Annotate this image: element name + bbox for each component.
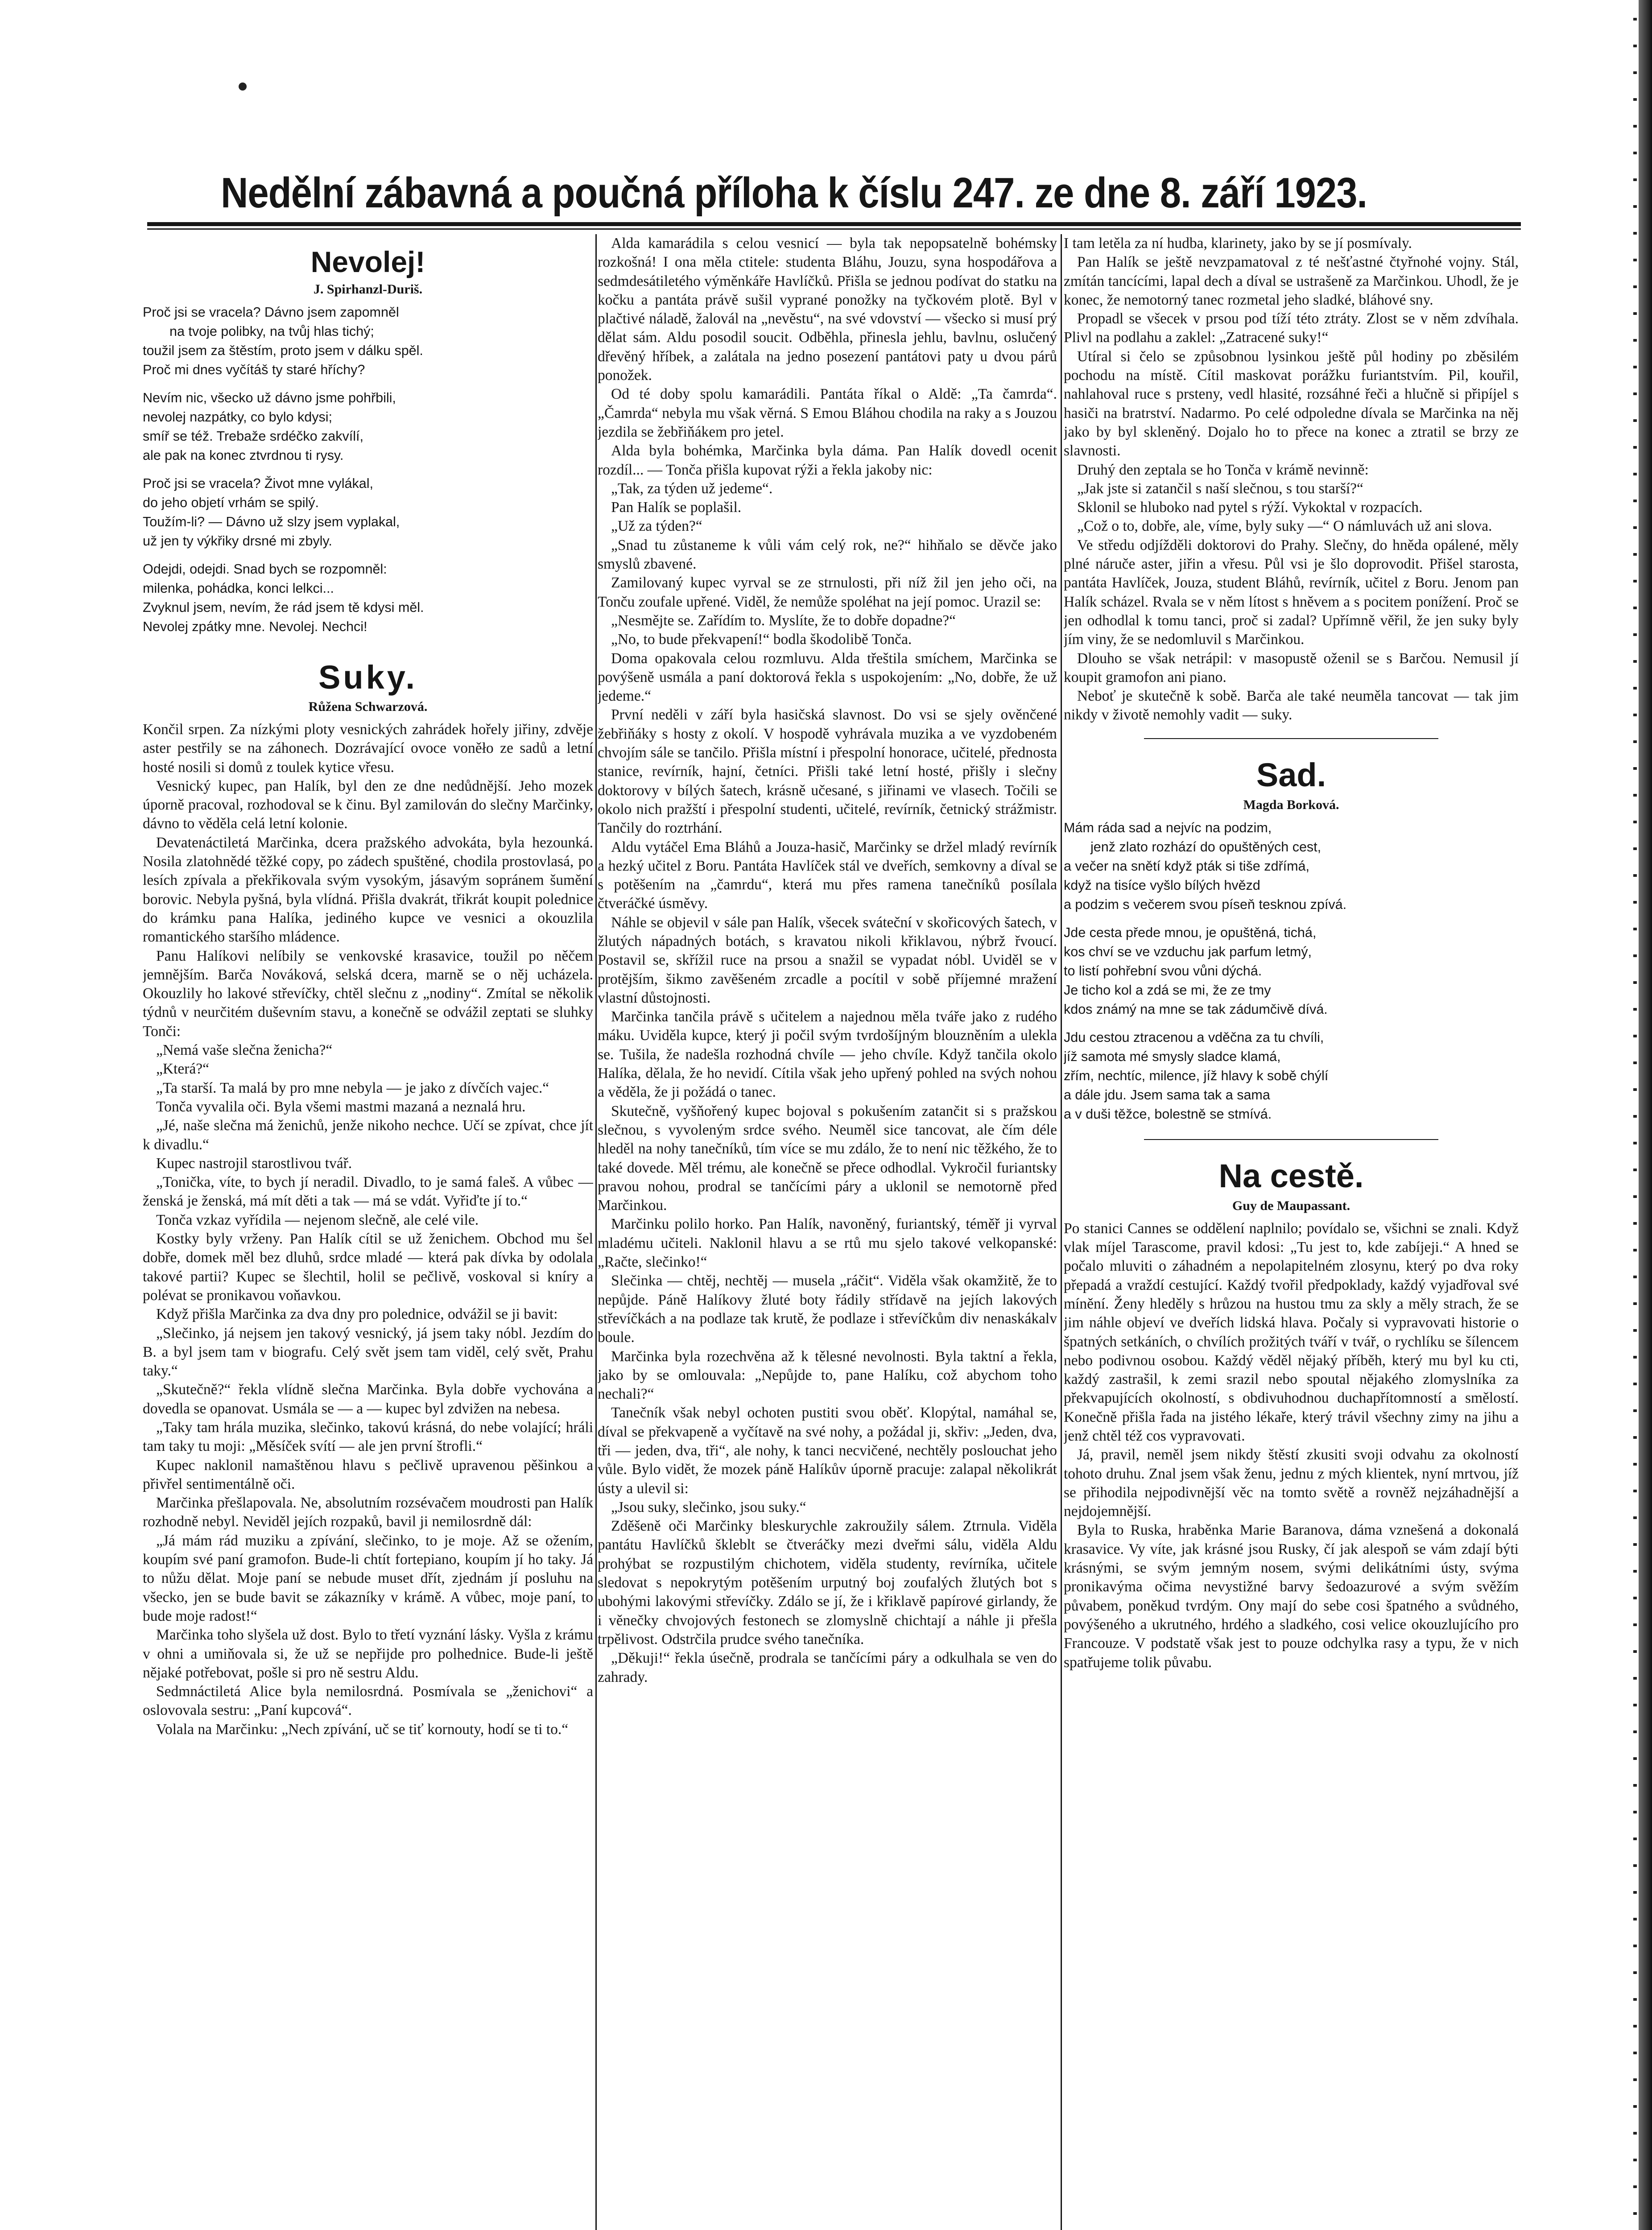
nevolej-author: J. Spirhanzl-Duriš. xyxy=(313,282,423,297)
paragraph: „Jak jste si zatančil s naší slečnou, s tou starší?“ xyxy=(1077,480,1363,497)
page-speck xyxy=(239,83,247,91)
poem-line: a dále jdu. Jsem sama tak a sama xyxy=(1064,1087,1270,1103)
paragraph: Marčinka toho slyšela už dost. Bylo to třetí vyznání lásky. Vyšla z krámu v ohni a umiňovala si, že už se nepřijde pro polhednice. Bude-li ještě nějaké potřebovat, pošle si pro ně sestru Aldu. xyxy=(143,1627,593,1681)
paragraph: Náhle se objevil v sále pan Halík, všecek sváteční v skořicových šatech, v žlutých nápadných botách, s kravatou nikoli křiklavou, nýbrž řvoucí. Postavil se, skřížil ruce na prsou a snažil se vypadat nóbl. Uviděl se v protějším, šikmo zavěšeném zrcadle a pocítil v sobě příjemné mražení vlastní důstojnosti. xyxy=(598,914,1057,1006)
paragraph: Já, pravil, neměl jsem nikdy štěstí zkusiti svoji odvahu za okolností tohoto druhu. Znal jsem však ženu, jednu z mých klientek, nyní mrtvou, jíž se přihodila nejpodivnější věc na tomto světě a rovněž nejzáhadnější a nejdojemnější. xyxy=(1064,1446,1519,1520)
poem-line: jenž zlato rozhází do opuštěných cest, xyxy=(1090,839,1322,855)
poem-line: Toužím-li? — Dávno už slzy jsem vyplakal, xyxy=(143,514,400,529)
paragraph: První neděli v září byla hasičská slavnost. Do vsi se sjely ověnčené žebřiňáky s hosty z okolí. V hospodě vyhrávala muzika a ve vyzdobeném chvojím sále se tančilo. Přišla místní i přespolní honorace, učitelé, přednosta stanice, revírník, hajní, četníci. Přišli také letní hosté, přišly i slečny doktorovy v bílých šatech, krásně učesané, s jiřinami ve vlasech. Točili se okolo nich pražští i přespolní studenti, učitelé, revírník, četnický strážmistr. Tančily do roztrhání. xyxy=(598,706,1057,837)
paragraph: Marčinku polilo horko. Pan Halík, navoněný, furiantský, téměř ji vyrval mladému učiteli. Naklonil hlavu a se rtů mu sjelo takové velkopanské: „Račte, slečinko!“ xyxy=(598,1216,1057,1271)
poem-line: nevolej nazpátky, co bylo kdysi; xyxy=(143,409,332,425)
nacete-author: Guy de Maupassant. xyxy=(1232,1198,1351,1213)
paragraph: Pan Halík se ještě nevzpamatoval z té nešťastné čtyřnohé vojny. Stál, zmítán tancícími, lapal dech a díval se ustrašeně za Marčinkou. Uhodl, že je konec, že nemotorný tanec rozmetal jeho sladké, bláhové sny. xyxy=(1064,254,1519,308)
paragraph: Volala na Marčinku: „Nech zpívání, uč se tiť kornouty, hodí se ti to.“ xyxy=(156,1721,569,1738)
paragraph: Sklonil se hluboko nad pytel s rýží. Vykoktal v rozpacích. xyxy=(1077,499,1423,516)
poem-line: Odejdi, odejdi. Snad bych se rozpomněl: xyxy=(143,562,387,577)
paragraph: Vesnický kupec, pan Halík, byl den ze dne nedůdnější. Jeho mozek úporně pracoval, rozhodoval se k činu. Byl zamilován do slečny Marčinky, dávno to věděla celá letní kolonie. xyxy=(143,777,593,832)
paragraph: Devatenáctiletá Marčinka, dcera pražského advokáta, byla hezounká. Nosila zlatohnědé těžké copy, po zádech spuštěné, chodila prostovlasá, po lesích zpívala a překřikovala svým vysokým, jásavým sopránem šumění borovic. Nebyla pyšná, byla vlídná. Přišla dvakrát, třikrát koupit polednice do krámku pana Halíka, jediného kupce ve vesnici a okouzlila romantického staršího mládence. xyxy=(143,834,593,946)
sad-poem xyxy=(1064,818,1519,1124)
poem-line: Proč jsi se vracela? Život mne vylákal, xyxy=(143,476,373,491)
paragraph: „Skutečně?“ řekla vlídně slečna Marčinka. Byla dobře vychována a dovedla se opanovat. Usmála se — a — kupec byl zdvižen na nebesa. xyxy=(143,1381,593,1417)
paragraph: „Což o to, dobře, ale, víme, byly suky —“ O námluvách už ani slova. xyxy=(1077,518,1492,535)
paragraph: „Už za týden?“ xyxy=(611,518,702,535)
paragraph: Ve středu odjížděli doktorovi do Prahy. Slečny, do hněda opálené, měly plné náruče aster, jiřin a vřesu. Půl vsi je šlo doprovodit. Přišel starosta, pantáta Havlíček, Jouza, student Bláhů, revírník, učitel z Boru. Jenom pan Halík scházel. Rvala se v něm lítost s hněvem a s pocitem ponížení. Proč se jen odhodlal k tomu tanci, proč si zadal? Upřímně věřil, že jen suky byly jím viny, že se nedomluvil s Marčinkou. xyxy=(1064,537,1519,648)
binding-holes xyxy=(1633,18,1637,2230)
sad-author: Magda Borková. xyxy=(1243,797,1339,812)
column-divider-1 xyxy=(595,234,597,2230)
suky-author: Růžena Schwarzová. xyxy=(308,699,428,714)
column-2 xyxy=(598,234,1057,2230)
paragraph: Druhý den zeptala se ho Tonča v krámě nevinně: xyxy=(1077,461,1369,478)
paragraph: Sedmnáctiletá Alice byla nemilosrdná. Posmívala se „ženichovi“ a oslovovala sestru: „Paní kupcová“. xyxy=(143,1683,593,1719)
paragraph: Aldu vytáčel Ema Bláhů a Jouza-hasič, Marčinky se držel mladý revírník a hezký učitel z Boru. Pantáta Havlíček stál ve dveřích, semkovny a díval se s potěšením na „čamrdu“, která mu přes ramena tanečníků posílala čtveráčké úsměvy. xyxy=(598,838,1057,912)
paragraph: Propadl se všecek v prsou pod tíží této ztráty. Zlost se v něm zdvíhala. Plivl na podlahu a zaklel: „Zatracené suky!“ xyxy=(1064,310,1519,346)
poem-line: Jde cesta přede mnou, je opuštěná, tichá, xyxy=(1064,925,1317,940)
paragraph: Zděšeně oči Marčinky bleskurychle zakroužily sálem. Ztrnula. Viděla pantátu Havlíčků škleblt se čtveráčky mezi dveřmi sálu, viděla Aldu prohýbat se rozpustilým chichotem, viděla studenty, revírníka, učitele sledovat s nepokrytým potěšením urputný boj zoufalých žlutých bot s ubohými lakovými střevíčky. Zdálo se jí, že i křiklavě papírové girlandy, že i věnečky chvojových festonech se zlomyslně chichtají a náhle ji přešla trpělivost. Odstrčila prudce svého tanečníka. xyxy=(598,1518,1057,1648)
poem-line: to listí pohřební svou vůni dýchá. xyxy=(1064,963,1262,979)
paragraph: Tanečník však nebyl ochoten pustiti svou oběť. Klopýtal, namáhal se, díval se překvapeně a vyčítavě na své nohy, a požádal ji, skřiv: „Jeden, dva, tři — jeden, dva, tři“, ale nohy, k tanci necvičené, nechtěly poslouchat jeho vůle. Bylo vidět, že mozek páně Halíkův úporně pracuje: zalapal několikrát ústy a ulevil si: xyxy=(598,1404,1057,1497)
poem-line: Nevím nic, všecko už dávno jsme pohřbili, xyxy=(143,390,396,405)
column-3 xyxy=(1064,234,1519,2230)
paragraph: „Tak, za týden už jedeme“. xyxy=(611,480,773,497)
paragraph: Neboť je skutečně k sobě. Barča ale také neuměla tancovat — tak jim nikdy v životě nemohly vadit — suky. xyxy=(1064,688,1519,723)
poem-line: Je ticho kol a zdá se mi, že ze tmy xyxy=(1064,982,1271,998)
paragraph: Kostky byly vrženy. Pan Halík cítil se už ženichem. Obchod mu šel dobře, domek měl bez dluhů, srdce mladé — která pak dívka by odolala takové partii? Kupec se šlechtil, holil se pečlivě, voskoval si kníry a polévat se pronikavou voňavkou. xyxy=(143,1231,593,1304)
paragraph: „Slečinko, já nejsem jen takový vesnický, já jsem taky nóbl. Jezdím do B. a byl jsem tam v biografu. Celý svět jsem tam viděl, celý svět, Prahu taky.“ xyxy=(143,1325,593,1379)
poem-line: kdos známý na mne se tak zádumčivě dívá. xyxy=(1064,1001,1328,1017)
masthead-rule-thick xyxy=(147,222,1521,226)
suky-title: Suky. xyxy=(318,659,417,696)
paragraph: Končil srpen. Za nízkými ploty vesnických zahrádek hořely jiřiny, zdvěje aster pestřily se na záhonech. Dozrávající ovoce voněło ze sadů a letní hosté nosili si domů z toulek kytice vřesu. xyxy=(143,721,593,776)
poem-line: ale pak na konec ztvrdnou ti rysy. xyxy=(143,448,344,463)
suky-continued xyxy=(598,234,1057,1687)
paragraph: „Taky tam hrála muzika, slečinko, takovú krásná, do nebe volající; hráli tam taky tu moji: „Měsíček svítí — ale jen první štrofli.“ xyxy=(143,1419,593,1455)
paragraph: Utíral si čelo se způsobnou lysinkou ještě půl hodiny po zběsilém pochodu na místě. Cítil maskovat porážku furiantstvím. Pil, kouřil, nahlahoval ruce s prsteny, vedl hlasité, rozsáhné řeči a hlučně si připíjel s hasiči na bratrství. Nadarmo. Po celé odpoledne dívala se Marčinka na něj jako by byl skleněný. Dojalo ho to přece na konec a ztratil se brzy ze slavnosti. xyxy=(1064,348,1519,459)
sad-title: Sad. xyxy=(1256,756,1326,793)
paragraph: Marčinka tančila právě s učitelem a najednou měla tváře jako z rudého máku. Uviděla kupce, který ji počil svým tvrdošíjným blouzněním a ulekla se. Tušila, že nadešla rozhodná chvíle — jeho chvíle. Když tančila okolo Halíka, dělala, že ho nevidí. Cítila však jeho upřený pohled na svých nohou a věděla, že ji požádá o tanec. xyxy=(598,1008,1057,1101)
paragraph: Marčinka byla rozechvěna až k tělesné nevolnosti. Byla taktní a řekla, jako by se omlouvala: „Nepůjde to, pane Halíku, což abychom toho nechali?“ xyxy=(598,1348,1057,1403)
poem-line: kos chví se ve vzduchu jak parfum letmý, xyxy=(1064,944,1312,959)
paragraph: „Děkuji!“ řekla úsečně, prodrala se tančícími páry a odkulhala se ven do zahrady. xyxy=(598,1650,1057,1685)
suky-ending xyxy=(1064,234,1519,725)
nevolej-title: Nevolej! xyxy=(310,245,425,278)
paragraph: Panu Halíkovi nelíbily se venkovské krasavice, toužil po něčem jemnějším. Barča Nováková, selská dcera, marně se o něj ucházela. Okouzlily ho lakové střevíčky, chtěl slečnu z „nodiny“. Zmítal se několik týdnů v neurčitém duševním stavu, a konečně se odvážil zeptati se sluhky Tonči: xyxy=(143,947,593,1040)
paragraph: Když přišla Marčinka za dva dny pro polednice, odvážil se ji bavit: xyxy=(156,1306,558,1323)
nacete-body xyxy=(1064,1219,1519,1672)
paragraph: „Já mám rád muziku a zpívání, slečinko, to je moje. Až se ožením, koupím své paní gramofon. Bude-li chtít fortepiano, koupím jí ho taky. Já to nůžu dělat. Moje paní se nebude muset dřít, zjednám jí posluhu na všecko, jen se bude bavit se zákazníky v krámě. A vůbec, moje paní, to bude moje radost!“ xyxy=(143,1532,593,1624)
paragraph: „Nesmějte se. Zařídím to. Myslíte, že to dobře dopadne?“ xyxy=(611,612,956,629)
poem-line: do jeho objetí vrhám se spilý. xyxy=(143,495,319,510)
paragraph: Kupec nastrojil starostlivou tvář. xyxy=(156,1155,352,1172)
paragraph: Kupec naklonil namaštěnou hlavu s pečlivě upravenou pěšinkou a přivřel sentimentálně oči. xyxy=(143,1457,593,1492)
poem-line: a v duši těžce, bolestně se stmívá. xyxy=(1064,1106,1272,1122)
poem-line: Proč mi dnes vyčítáš ty staré hříchy? xyxy=(143,362,365,377)
paragraph: „Jé, naše slečna má ženichů, jenže nikoho nechce. Učí se zpívat, chce jít k divadlu.“ xyxy=(143,1117,593,1153)
paragraph: Pan Halík se poplašil. xyxy=(611,499,742,516)
poem-line: toužil jsem za štěstím, proto jsem v dálku spěl. xyxy=(143,343,423,358)
paragraph: Po stanici Cannes se oddělení naplnilo; povídalo se, všichni se znali. Když vlak míjel Tarascome, pravil kdosi: „Tu jest to, kde zabíjeji.“ A hned se počalo mluviti o záhadném a nepolapitelném zlosynu, který po dva roky přepadá a vraždí cestující. Každý tvořil předpoklady, každý vyjadřoval své mínění. Ženy hleděly s hrůzou na hustou tmu za skly a měly strach, že se jim náhle objeví ve dveřích lidská hlava. Počaly si vypravovati historie o špatných setkáních, o chvílích prožitých tváří v tvář, o rychlíku se šílencem nebo podivnou osobou. Každý věděl nějaký příběh, který mu byl ku cti, každý zastrašil, k zemi srazil nebo spoutal nějakého zlomyslníka za překvapujících okolností, s obdivuhodnou duchapřítomností a smělostí. Konečně přišla řada na jistého lékaře, který trávil všechny zimy na jihu a jenž chtěl též cos vypravovati. xyxy=(1064,1220,1519,1444)
masthead: Nedělní zábavná a poučná příloha k číslu 247. ze dne 8. září 1923. xyxy=(221,169,1367,217)
poem-line: smíř se též. Trebaže srdéčko zakvílí, xyxy=(143,429,363,444)
paragraph: „Ta starší. Ta malá by pro mne nebyla — je jako z dívčích vajec.“ xyxy=(156,1079,549,1096)
poem-line: Zvyknul jsem, nevím, že rád jsem tě kdysi měl. xyxy=(143,600,424,615)
nevolej-poem xyxy=(143,303,593,636)
masthead-rule-thin xyxy=(147,228,1521,230)
paragraph: Tonča vyvalila oči. Byla všemi mastmi mazaná a neznalá hru. xyxy=(156,1098,526,1115)
poem-line: a večer na snětí když pták si tiše zdřímá, xyxy=(1064,858,1309,874)
paragraph: Byla to Ruska, hraběnka Marie Baranova, dáma vznešená a dokonalá krasavice. Vy víte, jak krásné jsou Rusky, čí jak alespoň se vám zdají býti krásnými, se svým jemným nosem, svými delikátními ústy, svýma pronikavýma očima nevystižné barvy šedoazurové a svým svěžím půvabem, poněkud tvrdým. Ony mají do sebe cosi špatného a svůdného, povýšeného a ukrutného, hrdého a sladkého, cosi velice okouzlujícího pro Francouze. V podstatě však jest to pouze odchylka rasy a typu, že v nich spatřujeme tolik půvabu. xyxy=(1064,1522,1519,1671)
poem-line: Jdu cestou ztracenou a vděčna za tu chvíli, xyxy=(1064,1029,1324,1045)
paragraph: Od té doby spolu kamarádili. Pantáta říkal o Aldě: „Ta čamrda“. „Čamrda“ nebyla mu však věrná. S Emou Bláhou chodila na raky a s Jouzou jezdila se žebřiňákem pro jetel. xyxy=(598,386,1057,440)
column-divider-2 xyxy=(1061,234,1062,2230)
paragraph: Zamilovaný kupec vyrval se ze strnulosti, při níž žil jen jeho oči, na Tonču zoufale upřené. Viděl, že nemůže spoléhat na její pomoc. Urazil se: xyxy=(598,574,1057,610)
paragraph: „Nemá vaše slečna ženicha?“ xyxy=(156,1042,333,1059)
suky-body xyxy=(143,720,593,1739)
poem-line: jíž samota mé smysly sladce klamá, xyxy=(1064,1049,1281,1064)
poem-line: Proč jsi se vracela? Dávno jsem zapomněl xyxy=(143,305,399,320)
poem-line: už jen ty výkřiky drsné mi zbyly. xyxy=(143,533,332,549)
paragraph: „Snad tu zůstaneme k vůli vám celý rok, ne?“ hihňalo se děvče jako smyslů zbavené. xyxy=(598,537,1057,573)
poem-line: Nevolej zpátky mne. Nevolej. Nechci! xyxy=(143,619,368,634)
paragraph: „Tonička, víte, to bych jí neradil. Divadlo, to je samá faleš. A vůbec — ženská je ženská, má mít děti a tak — má se vdát. Vyřiďte jí to.“ xyxy=(143,1174,593,1210)
section-divider xyxy=(1144,738,1438,739)
section-divider xyxy=(1144,1139,1438,1140)
paragraph: „Jsou suky, slečinko, jsou suky.“ xyxy=(611,1499,806,1516)
paragraph: Marčinka přešlapovala. Ne, absolutním rozsévačem moudrosti pan Halík rozhodně nebyl. Neviděl jejích rozpaků, bavil ji nemilosrdně dál: xyxy=(143,1495,593,1530)
paragraph: Skutečně, vyšňořený kupec bojoval s pokušením zatančit si s pražskou slečnou, s vyvoleným srdce svého. Neuměl sice tancovat, ale čím déle hleděl na nohy tanečníků, tím více se mu zdálo, že to není nic těžkého, že to také dovede. Měl trému, ale konečně se přece odhodlal. Vykročil furiantsky pravou nohou, prodral se tančícími páry a uklonil se nemotorně před Marčinkou. xyxy=(598,1103,1057,1214)
paragraph: I tam letěla za ní hudba, klarinety, jako by se jí posmívaly. xyxy=(1064,235,1412,252)
poem-line: Mám ráda sad a nejvíc na podzim, xyxy=(1064,820,1272,835)
column-1 xyxy=(143,234,593,2230)
poem-line: milenka, pohádka, konci lelkci... xyxy=(143,581,334,596)
paragraph: Slečinka — chtěj, nechtěj — musela „ráčit“. Viděla však okamžitě, že to nepůjde. Páně Halíkovy žluté boty řádily střídavě na jejích lakových střevíčkách a na podlaze tak krutě, že podlaze i střevíčkům div nenaskákalv boule. xyxy=(598,1272,1057,1346)
paragraph: Alda byla bohémka, Marčinka byla dáma. Pan Halík dovedl ocenit rozdíl... — Tonča přišla kupovat rýži a řekla jakoby nic: xyxy=(598,442,1057,478)
paragraph: „No, to bude překvapení!“ bodla škodolibě Tonča. xyxy=(611,631,912,648)
poem-line: zřím, nechtíc, milence, jíž hlavy k sobě chýlí xyxy=(1064,1068,1329,1083)
paragraph: Doma opakovala celou rozmluvu. Alda třeštila smíchem, Marčinka se povýšeně usmála a paní doktorová řekla s uspokojením: „No, dobře, že už jedeme.“ xyxy=(598,650,1057,705)
paragraph: Alda kamarádila s celou vesnicí — byla tak nepopsatelně bohémsky rozkošná! I ona měla ctitele: studenta Bláhu, Jouzu, syna hospodářova a sedmdesátiletého výměnkáře Havlíčků. Přišla se jednou podívat do statku na kočku a pantáta právě sušil vyprané ponožky na tyčkovém plotě. Byl v plačtivé náladě, žalovál na „nevěstu“, na své vdovství — všecko si musí prý dělat sám. Aldu posodil soucit. Odběhla, přinesla jehlu, bavlnu, oslučený dřevěný hříbek, a zalátala na jedno posezení pantátovi paty u dvou párů ponožek. xyxy=(598,235,1057,384)
paragraph: Dlouho se však netrápil: v masopustě oženil se s Barčou. Nemusil jí koupit gramofon ani piano. xyxy=(1064,650,1519,686)
paragraph: Tonča vzkaz vyřídila — nejenom slečně, ale celé vile. xyxy=(156,1211,479,1228)
nacete-title: Na cestě. xyxy=(1218,1157,1364,1194)
poem-line: a podzim s večerem svou píseň tesknou zpívá. xyxy=(1064,896,1347,912)
poem-line: když na tisíce vyšlo bílých hvězd xyxy=(1064,877,1260,893)
page-edge-shadow xyxy=(1639,0,1652,2230)
paragraph: „Která?“ xyxy=(156,1061,210,1078)
poem-line: na tvoje polibky, na tvůj hlas tichý; xyxy=(169,324,374,339)
